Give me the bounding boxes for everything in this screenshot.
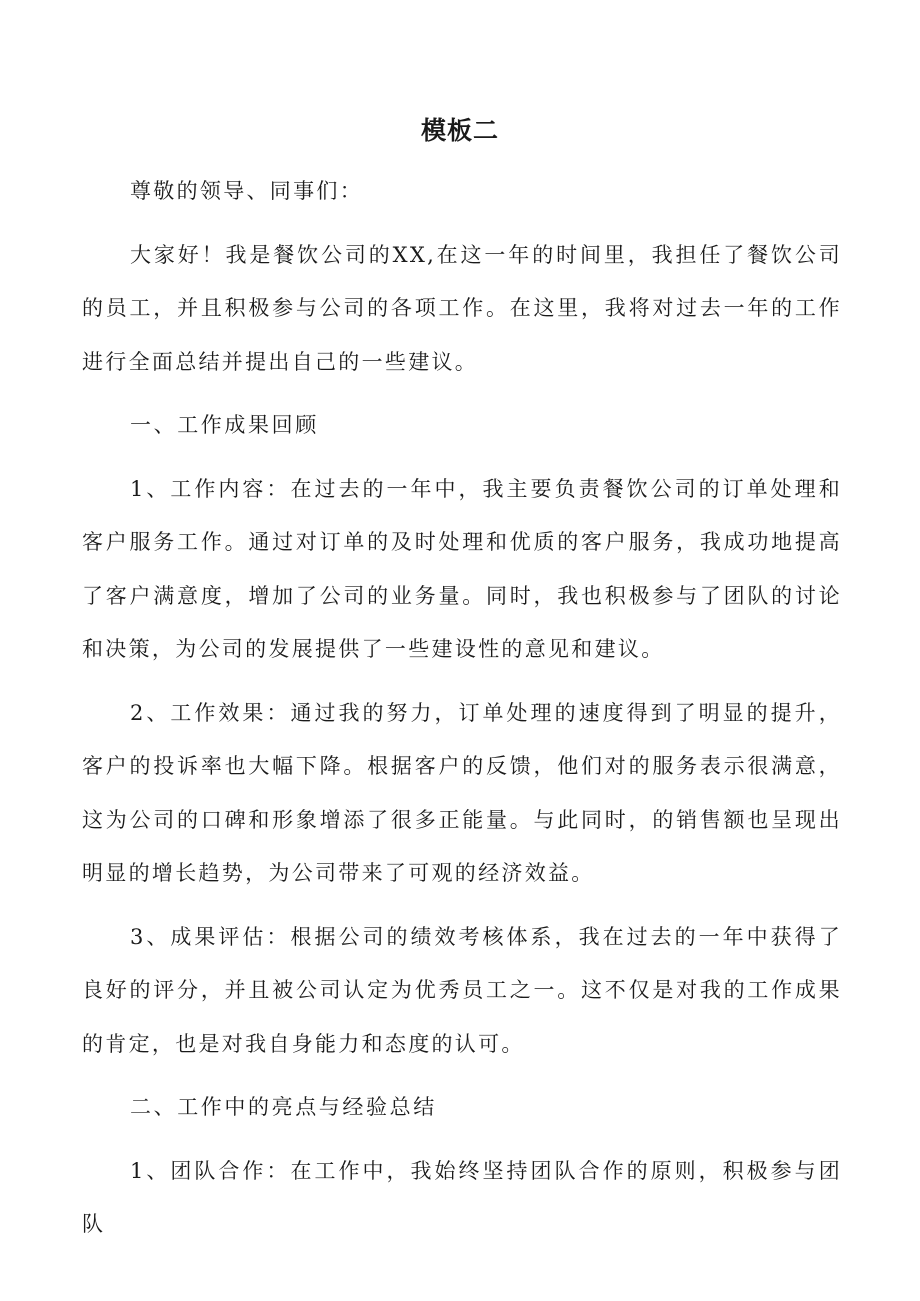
document-body bbox=[82, 165, 842, 1262]
teamwork-paragraph: 1、团队合作：在工作中，我始终坚持团队合作的原则，积极参与团队 bbox=[82, 1158, 842, 1236]
section-heading-achievements: 一、工作成果回顾 bbox=[130, 413, 319, 437]
document-title: 模板二 bbox=[420, 116, 499, 145]
work-effect-paragraph: 2、工作效果：通过我的努力，订单处理的速度得到了明显的提升，客户的投诉率也大幅下降。根据客户的反馈，他们对的服务表示很满意，这为公司的口碑和形象增添了很多正能量。与此同时，的销售额也呈现出明显的增长趋势，为公司带来了可观的经济效益。 bbox=[82, 700, 842, 885]
work-content-paragraph: 1、工作内容：在过去的一年中，我主要负责餐饮公司的订单处理和客户服务工作。通过对订单的及时处理和优质的客户服务，我成功地提高了客户满意度，增加了公司的业务量。同时，我也积极参与了团队的讨论和决策，为公司的发展提供了一些建设性的意见和建议。 bbox=[82, 476, 842, 661]
intro-paragraph: 大家好！我是餐饮公司的XX,在这一年的时间里，我担任了餐饮公司的员工，并且积极参与公司的各项工作。在这里，我将对过去一年的工作进行全面总结并提出自己的一些建议。 bbox=[82, 242, 842, 374]
section-heading-highlights: 二、工作中的亮点与经验总结 bbox=[130, 1095, 437, 1119]
evaluation-paragraph: 3、成果评估：根据公司的绩效考核体系，我在过去的一年中获得了良好的评分，并且被公司认定为优秀员工之一。这不仅是对我的工作成果的肯定，也是对我自身能力和态度的认可。 bbox=[82, 924, 842, 1056]
salutation-paragraph: 尊敬的领导、同事们： bbox=[130, 179, 363, 203]
